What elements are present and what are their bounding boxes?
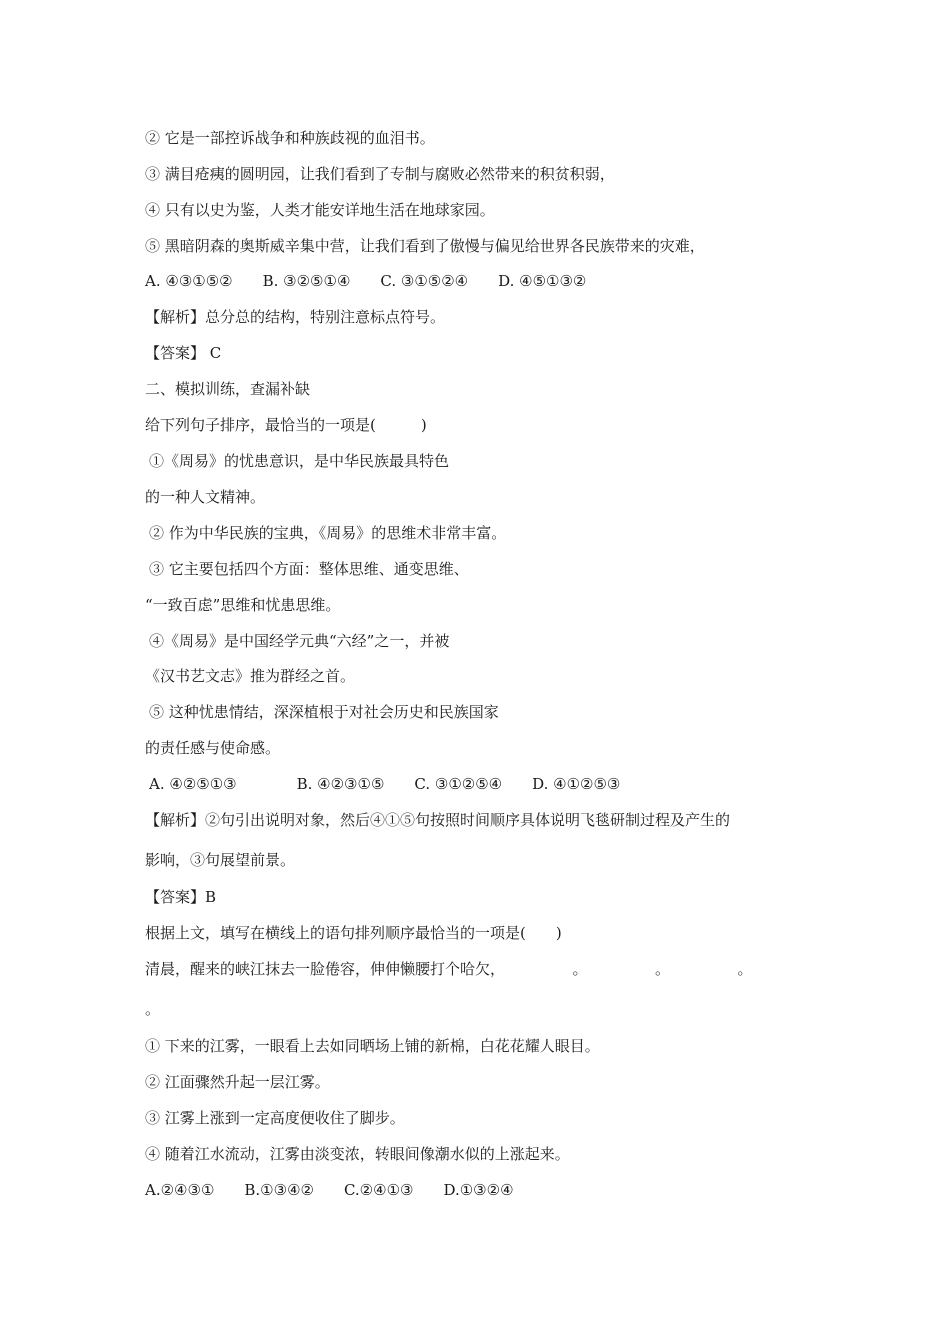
- analysis-1: 【解析】总分总的结构，特别注意标点符号。: [145, 308, 446, 326]
- option-line-3: ③ 满目疮痍的圆明园，让我们看到了专制与腐败必然带来的积贫积弱，: [145, 165, 615, 183]
- answer-choices-2: A. ④②⑤①③ B. ④②③①⑤ C. ③①②⑤④ D. ④①②⑤③: [149, 775, 621, 793]
- option-line-4: ④ 只有以史为鉴，人类才能安详地生活在地球家园。: [145, 201, 495, 219]
- q2-sentence-5b: 的责任感与使命感。: [145, 739, 281, 757]
- q3-sentence-2: ② 江面骤然升起一层江雾。: [145, 1073, 330, 1091]
- option-line-5: ⑤ 黑暗阴森的奥斯威辛集中营，让我们看到了傲慢与偏见给世界各民族带来的灾难，: [145, 237, 705, 255]
- q2-sentence-2: ② 作为中华民族的宝典，《周易》的思维术非常丰富。: [149, 524, 507, 542]
- q2-sentence-3a: ③ 它主要包括四个方面：整体思维、通变思维、: [149, 560, 469, 578]
- q3-passage: 清晨，醒来的峡江抹去一脸倦容，伸伸懒腰打个哈欠， 。 。 。: [145, 960, 753, 978]
- q2-sentence-3b: “一致百虑”思维和忧患思维。: [145, 596, 341, 614]
- answer-1: 【答案】 C: [145, 344, 222, 362]
- analysis-2a: 【解析】②句引出说明对象，然后④①⑤句按照时间顺序具体说明飞毯研制过程及产生的: [145, 811, 731, 829]
- answer-choices-1: A. ④③①⑤② B. ③②⑤①④ C. ③①⑤②④ D. ④⑤①③②: [145, 272, 587, 290]
- option-line-2: ② 它是一部控诉战争和种族歧视的血泪书。: [145, 129, 435, 147]
- q2-sentence-1b: 的一种人文精神。: [145, 488, 266, 506]
- question-3: 根据上文，填写在横线上的语句排列顺序最恰当的一项是( ): [145, 924, 562, 942]
- q3-sentence-3: ③ 江雾上涨到一定高度便收住了脚步。: [145, 1109, 405, 1127]
- question-2: 给下列句子排序，最恰当的一项是( ): [145, 416, 427, 434]
- q2-sentence-4a: ④《周易》是中国经学元典“六经”之一，并被: [149, 632, 450, 650]
- answer-choices-3: A.②④③① B.①③④② C.②④①③ D.①③②④: [145, 1181, 514, 1199]
- q3-sentence-4: ④ 随着江水流动，江雾由淡变浓，转眼间像潮水似的上涨起来。: [145, 1145, 570, 1163]
- section-heading: 二、模拟训练，查漏补缺: [145, 380, 311, 398]
- q2-sentence-5a: ⑤ 这种忧患情结，深深植根于对社会历史和民族国家: [149, 703, 499, 721]
- q2-sentence-1a: ①《周易》的忧患意识，是中华民族最具特色: [149, 452, 450, 470]
- q3-sentence-1: ① 下来的江雾，一眼看上去如同晒场上铺的新棉，白花花耀人眼目。: [145, 1037, 600, 1055]
- answer-2: 【答案】B: [145, 888, 217, 906]
- analysis-2b: 影响，③句展望前景。: [145, 851, 296, 869]
- q2-sentence-4b: 《汉书艺文志》推为群经之首。: [145, 667, 356, 685]
- q3-passage-end: 。: [145, 1000, 161, 1018]
